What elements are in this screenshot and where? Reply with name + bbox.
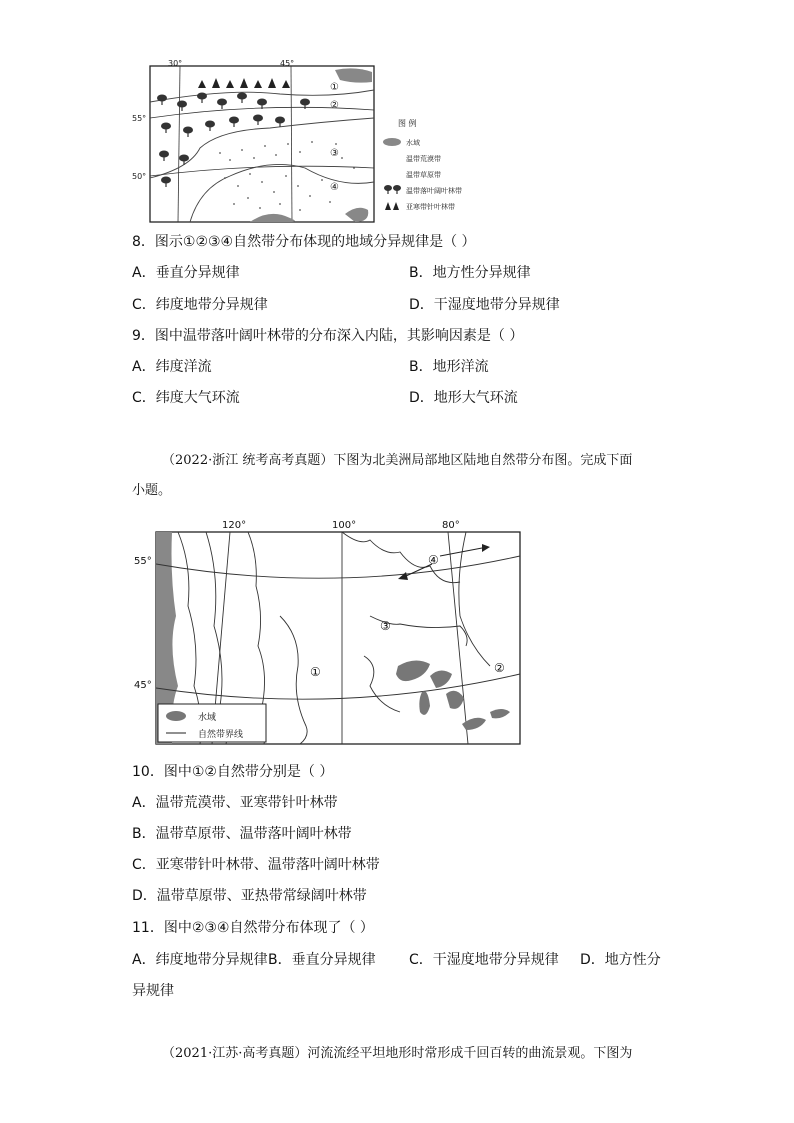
question-8-option: C．纬度地带分异规律 [132,297,268,313]
question-11-option: C．干湿度地带分异规律 [409,952,559,968]
map1-lon-label: 45° [280,59,295,68]
question-10-stem: 10．图中①②自然带分别是（ ） [132,764,334,780]
map1-zone-marker: ① [330,82,339,93]
question-11-stem: 11．图中②③④自然带分布体现了（ ） [132,920,374,936]
question-11-option: A．纬度地带分异规律 [132,952,268,968]
map2-lat-label: 45° [134,680,152,691]
map2-lat-label: 55° [134,556,152,567]
question-11-option-wrap: 异规律 [132,983,174,999]
legend-item: 水域 [406,139,420,147]
legend-item: 水域 [198,713,217,723]
question-10-option: A．温带荒漠带、亚寒带针叶林带 [132,795,338,811]
question-10-option: D．温带草原带、亚热带常绿阔叶林带 [132,888,367,904]
conifer-icon [385,202,399,210]
legend-item: 温带落叶阔叶林带 [406,187,462,195]
map2-zone-marker: ③ [380,619,391,633]
question-8-option: A．垂直分异规律 [132,265,240,281]
question-9-option: D．地形大气环流 [409,390,518,406]
map2-zone-marker: ② [494,661,505,675]
map2-lon-label: 120° [222,520,247,531]
question-8-stem: 8．图示①②③④自然带分布体现的地域分异规律是（ ） [132,234,476,250]
map2-lon-label: 100° [332,520,357,531]
question-10-option: B．温带草原带、温带落叶阔叶林带 [132,826,352,842]
map-natural-zones-north-america [130,516,526,748]
question-11-option: D．地方性分 [580,952,661,968]
map2-legend [158,704,266,742]
map2-zone-marker: ④ [428,553,439,567]
map1-lon-label: 30° [168,59,183,68]
map1-zone-marker: ④ [330,182,339,193]
legend-item: 温带荒漠带 [406,155,441,163]
legend-title: 图 例 [398,119,417,128]
question-8-option: B．地方性分异规律 [409,265,531,281]
map2-lon-label: 80° [442,520,460,531]
question-10-option: C．亚寒带针叶林带、温带落叶阔叶林带 [132,857,380,873]
legend-item: 温带草原带 [406,171,441,179]
map1-lat-label: 55° [132,114,147,123]
question-9-stem: 9．图中温带落叶阔叶林带的分布深入内陆，其影响因素是（ ） [132,328,524,344]
map1-lat-label: 50° [132,172,147,181]
legend-item: 亚寒带针叶林带 [406,203,455,211]
map1-zone-marker: ② [330,100,339,111]
question-9-option: A．纬度洋流 [132,359,212,375]
map1-zone-marker: ③ [330,148,339,159]
question-8-option: D．干湿度地带分异规律 [409,297,560,313]
map1-legend [380,118,470,222]
map2-zone-marker: ① [310,665,321,679]
intro-2022-zhejiang-cont: 小题。 [132,483,172,498]
question-9-option: C．纬度大气环流 [132,390,240,406]
question-9-option: B．地形洋流 [409,359,489,375]
legend-item: 自然带界线 [198,730,244,740]
intro-2022-zhejiang: （2022·浙江 统考高考真题）下图为北美洲局部地区陆地自然带分布图。完成下面 [162,453,633,468]
map-natural-zones-europe [130,58,380,226]
intro-2021-jiangsu: （2021·江苏·高考真题）河流流经平坦地形时常形成千回百转的曲流景观。下图为 [162,1046,633,1061]
question-11-option: B．垂直分异规律 [268,952,376,968]
broadleaf-icon [384,185,401,194]
